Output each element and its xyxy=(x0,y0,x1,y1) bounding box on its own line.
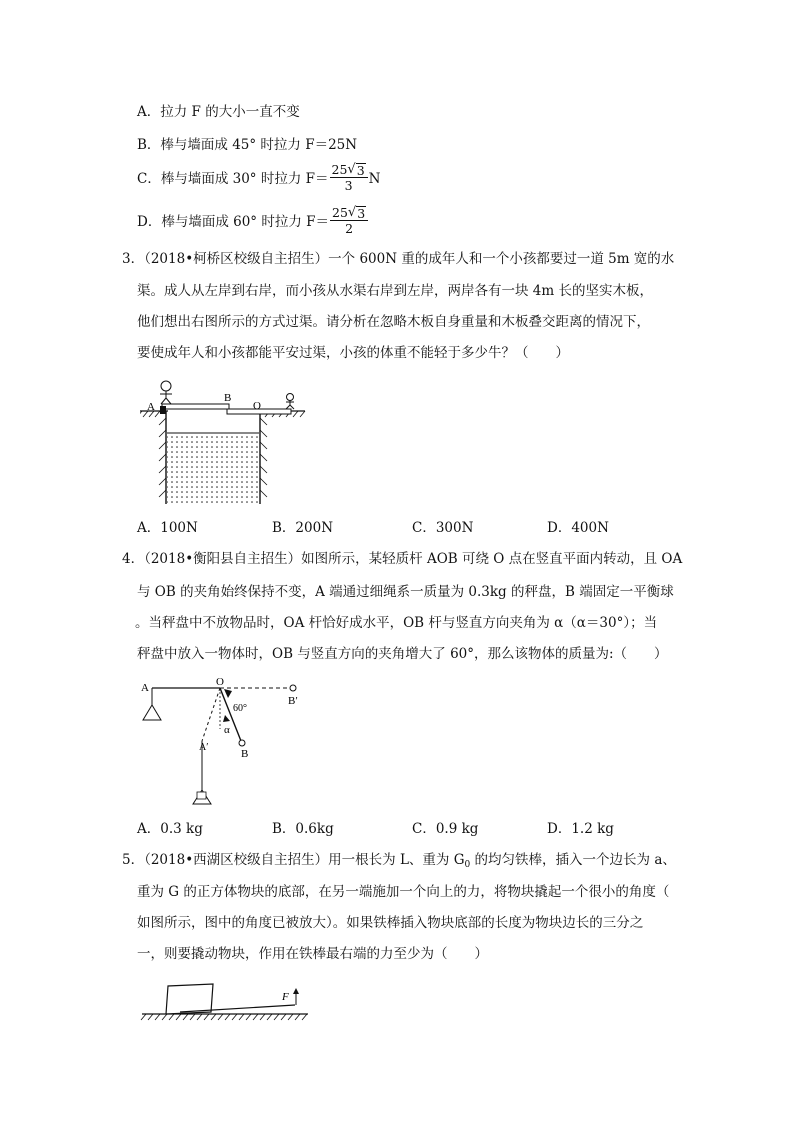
q4-label-a: A xyxy=(141,682,149,694)
q4-label-a-prime: A′ xyxy=(199,742,209,753)
q2-d-den: 2 xyxy=(345,221,354,236)
q2-option-c xyxy=(137,161,381,195)
q3-line-1: 3．（2018•柯桥区校级自主招生）一个 600N 重的成年人和一个小孩都要过一道 5m 宽的水 xyxy=(122,251,675,267)
q2-c-num: 25 xyxy=(331,162,348,177)
q5-label-f: F xyxy=(282,991,289,1003)
q2-option-b: B．棒与墙面成 45° 时拉力 F＝25N xyxy=(137,137,358,153)
q3-line-3: 他们想出右图所示的方式过渠。请分析在忽略木板自身重量和木板叠交距离的情况下， xyxy=(137,314,650,330)
q3-canal-figure xyxy=(140,380,340,508)
q4-label-b-prime: B′ xyxy=(288,695,298,707)
q2-d-rad: 3 xyxy=(357,205,366,221)
q3-label-b: B xyxy=(224,392,232,404)
q4-answer-b: B．0.6kg xyxy=(272,821,334,837)
q5-line-4: 一，则要撬动物块，作用在铁棒最右端的力至少为（ ） xyxy=(137,946,488,962)
q5-line-3: 如图所示，图中的角度已被放大）。如果铁棒插入物块底部的长度为物块边长的三分之 xyxy=(137,915,644,931)
q2-option-d-fraction: 25 √ 3 2 xyxy=(330,205,368,236)
q2-c-den: 3 xyxy=(344,178,353,193)
q4-answer-c: C．0.9 kg xyxy=(412,821,479,837)
q4-label-o: O xyxy=(216,677,224,688)
q2-option-c-suffix: N xyxy=(368,171,381,187)
q5-line-2: 重为 G 的正方体物块的底部，在另一端施加一个向上的力，将物块撬起一个很小的角度（ xyxy=(137,884,670,900)
q3-answer-b: B．200N xyxy=(272,520,334,536)
q5-line-1 xyxy=(122,850,676,872)
q2-option-c-prefix: C．棒与墙面成 30° 时拉力 F＝ xyxy=(137,171,329,187)
q3-line-2: 渠。成人从左岸到右岸，而小孩从水渠右岸到左岸，两岸各有一块 4m 长的坚实木板， xyxy=(137,283,653,299)
q4-label-b: B xyxy=(241,748,249,760)
q3-answer-a: A．100N xyxy=(137,520,198,536)
q4-line-3: 。当秤盘中不放物品时，OA 杆恰好成水平，OB 杆与竖直方向夹角为 α（α＝30°）；当 xyxy=(135,615,658,631)
q4-answer-a: A．0.3 kg xyxy=(137,821,203,837)
q3-label-o: O xyxy=(253,400,261,412)
q2-option-d-prefix: D．棒与墙面成 60° 时拉力 F＝ xyxy=(137,214,329,230)
q5-crowbar-figure xyxy=(140,980,312,1024)
q2-d-num: 25 xyxy=(332,205,348,220)
q4-line-1: 4．（2018•衡阳县自主招生）如图所示，某轻质杆 AOB 可绕 O 点在竖直平面内转动，且 OA xyxy=(122,551,683,567)
q3-answer-c: C．300N xyxy=(412,520,474,536)
q4-answer-d: D．1.2 kg xyxy=(547,821,614,837)
q2-c-rad: 3 xyxy=(356,162,365,178)
q4-line-2: 与 OB 的夹角始终保持不变，A 端通过细绳系一质量为 0.3kg 的秤盘，B 端固定一平衡球 xyxy=(137,584,674,600)
q3-answer-d: D．400N xyxy=(547,520,609,536)
q5-line-1-part-b: 的均匀铁棒，插入一个边长为 a、 xyxy=(470,852,676,868)
q5-line-1-subscript: 0 xyxy=(464,860,471,870)
q4-label-alpha: α xyxy=(224,724,230,736)
q5-line-1-part-a: 5．（2018•西湖区校级自主招生）用一根长为 L、重为 G xyxy=(122,852,465,868)
q3-line-4: 要使成年人和小孩都能平安过渠，小孩的体重不能轻于多少牛？（ ） xyxy=(137,345,569,361)
q2-option-a: A．拉力 F 的大小一直不变 xyxy=(137,104,300,120)
q4-label-angle: 60° xyxy=(233,703,247,714)
q4-line-4: 秤盘中放入一物体时，OB 与竖直方向的夹角增大了 60°，那么该物体的质量为:（ ） xyxy=(137,646,668,662)
q3-label-a: A xyxy=(147,401,155,413)
q2-option-d xyxy=(137,204,369,238)
q4-lever-figure xyxy=(138,677,318,809)
q2-option-c-fraction: 25 √ 3 3 xyxy=(330,162,368,193)
